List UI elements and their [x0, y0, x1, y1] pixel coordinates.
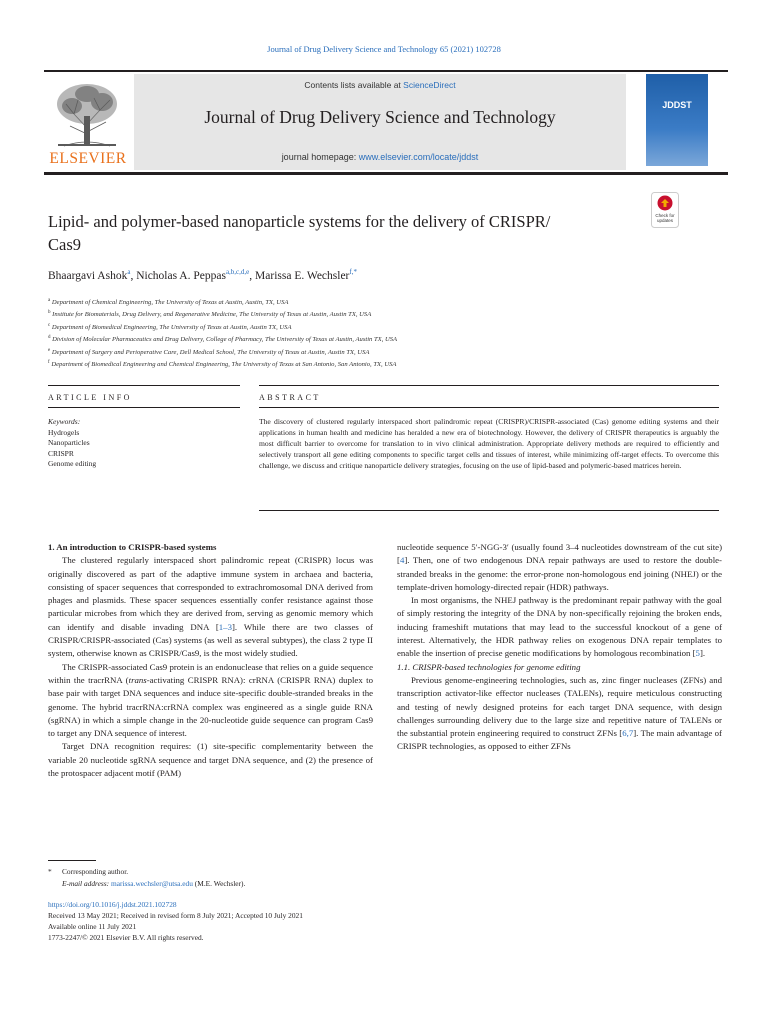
- affiliation-text: Department of Surgery and Perioperative Care, Dell Medical School, The University of Texas at Austin, Austin TX, USA: [51, 348, 370, 356]
- section-heading: 1. An introduction to CRISPR-based systems: [48, 542, 217, 552]
- paragraph-text: In most organisms, the NHEJ pathway is the predominant repair pathway with the goal of simply restoring the integrity of the DNA by non-specifically rejoining the broken ends, inducing frameshift mutations that may lead to the successful knockout of a gene of interest. Alternatively, the HDR pathway relies on exogenous DNA repair templates to enable the insertion of precise genetic modifications by homologous recombination [: [397, 595, 722, 659]
- keyword-item: Hydrogels: [48, 427, 80, 437]
- affiliation-text: Department of Biomedical Engineering, The University of Texas at Austin, Austin TX, USA: [51, 323, 292, 331]
- available-online: Available online 11 July 2021: [48, 922, 137, 931]
- article-info-heading-rule: [48, 407, 240, 408]
- body-paragraph: [48, 661, 373, 741]
- affiliation-list: [48, 296, 728, 370]
- article-title-line-2: Cas9: [48, 235, 81, 254]
- author-affiliation-mark[interactable]: f,*: [349, 268, 357, 276]
- contents-available-line: [134, 80, 626, 90]
- author-list: Bhaargavi Ashok$^a$, Nicholas A. Peppas$^{a,b,c,d,e}$, Marissa E. Wechsler$^{f,*}$: [48, 268, 357, 282]
- affiliation-mark: c: [48, 322, 51, 328]
- citation-link[interactable]: 1–3: [218, 621, 232, 632]
- footnote-star: *: [48, 867, 52, 876]
- affiliation-item: [48, 308, 728, 320]
- body-paragraph: [397, 594, 722, 660]
- affiliation-item: [48, 333, 728, 345]
- keyword-item: Genome editing: [48, 459, 97, 468]
- journal-title: Journal of Drug Delivery Science and Technology: [204, 107, 556, 127]
- citation-link[interactable]: 6,7: [622, 728, 634, 739]
- paragraph-text: ]. The main advantage of CRISPR technologies, as opposed to either ZFNs: [397, 728, 722, 752]
- author-affiliation-mark[interactable]: a: [127, 268, 131, 276]
- copyright-line: 1773-2247/© 2021 Elsevier B.V. All rights reserved.: [48, 933, 204, 942]
- paragraph-text: -activating CRISPR RNA): crRNA (CRISPR RNA) duplex to base pair with target DNA sequences and induce site-specific double-stranded breaks in the genome. The hybrid tracrRNA:crRNA complex was engineered as a single guide RNA (sgRNA) in which a simple change in the 20-nucleotide guide sequence can program Cas9 to target any DNA sequence of interest.: [48, 674, 373, 739]
- keyword-item: Nanoparticles: [48, 438, 90, 447]
- affiliation-item: [48, 296, 728, 308]
- affiliation-item: [48, 321, 728, 333]
- journal-homepage-line: [134, 152, 626, 162]
- affiliation-mark: a: [48, 298, 51, 303]
- body-paragraph: [48, 554, 373, 660]
- abstract-heading: ABSTRACT: [259, 393, 321, 402]
- article-title: [48, 210, 638, 256]
- abstract-text: The discovery of clustered regularly interspaced short palindromic repeat (CRISPR)/CRISPR-associated (Cas) genome editing systems and their applications in human health and medicine has heralded a new era of biotechnology. However, the delivery of CRISPR therapeutics is arguably the most difficult barrier to overcome for translation to in vivo clinical administration. Appropriate delivery methods are required to efficiently and selectively transport all gene editing components to specific target cells and tissues of interest, while minimizing off-target effects. To overcome this challenge, we discuss and critique nanoparticle delivery strategies, focusing on the use of lipid-based and polymeric-based matrices herein.: [259, 417, 719, 470]
- journal-cover-thumbnail[interactable]: [646, 74, 708, 166]
- article-info-top-rule: [48, 385, 240, 386]
- affiliation-item: [48, 358, 728, 370]
- abstract-bottom-rule: [259, 510, 719, 511]
- sciencedirect-link[interactable]: ScienceDirect: [403, 80, 456, 90]
- italic-term: trans: [128, 674, 147, 685]
- abstract-heading-rule: [259, 407, 719, 408]
- footnote-rule: [48, 860, 96, 861]
- header-bottom-rule: [44, 172, 728, 175]
- paragraph-text: ]. Then, one of two endogenous DNA repair pathways are used to restore the double-stranded breaks in the genome: the error-prone non-homologous end joining (NHEJ) or the template-driven homology-directed repair (HDR) pathways.: [397, 555, 722, 592]
- received-dates: Received 13 May 2021; Received in revised form 8 July 2021; Accepted 10 July 2021: [48, 911, 303, 920]
- author-name[interactable]: Marissa E. Wechsler: [255, 269, 350, 282]
- subsection-heading: 1.1. CRISPR-based technologies for genome editing: [397, 661, 581, 672]
- citation-link[interactable]: 4: [399, 555, 405, 566]
- corresponding-author-note: [48, 866, 448, 878]
- homepage-prefix: journal homepage:: [281, 152, 359, 162]
- paragraph-text: ]. While there are two classes of CRISPR/CRISPR-associated (Cas) systems (as well as several subtypes), the class 2 type II system, otherwise known as CRISPR/Cas9, is the most widely studied.: [48, 621, 373, 659]
- email-label: E-mail address:: [62, 879, 110, 888]
- journal-reference[interactable]: Journal of Drug Delivery Science and Technology 65 (2021) 102728: [267, 44, 501, 54]
- header-top-rule: [44, 70, 728, 72]
- paragraph-text: nucleotide sequence 5′-NGG-3′ (usually found 3–4 nucleotides downstream of the cut site) [: [397, 542, 722, 566]
- affiliation-mark: e: [48, 347, 51, 353]
- affiliation-text: Division of Molecular Pharmaceutics and Drug Delivery, College of Pharmacy, The University of Texas at Austin, Austin TX, USA: [52, 336, 398, 344]
- author-affiliation-mark[interactable]: a,b,c,d,e: [225, 268, 250, 276]
- body-right-column: [397, 541, 722, 754]
- affiliation-item: [48, 346, 728, 358]
- body-paragraph: Target DNA recognition requires: (1) site-specific complementarity between the variable 20 nucleotide sgRNA sequence and target DNA sequence, and (2) the presence of the protospacer adjacent motif (PAM): [48, 741, 373, 779]
- paragraph-text: The clustered regularly interspaced short palindromic repeat (CRISPR) locus was originally discovered as part of the adaptive immune system in archaea and bacteria, consisting of spacer sequences that corresponded to extrachromosomal DNA derived from phages and plasmids. These spacer sequences essentially confer resistance against those particular microbes from which they are derived from, serving as genomic memory which can identify and disable invading DNA [: [48, 555, 373, 632]
- contents-prefix: Contents lists available at: [304, 80, 404, 90]
- paragraph-text: ].: [699, 648, 706, 659]
- keywords-label: Keywords:: [48, 417, 81, 426]
- affiliation-mark: b: [48, 310, 51, 316]
- footnotes: [48, 866, 448, 890]
- affiliation-text: Institute for Biomaterials, Drug Delivery, and Regenerative Medicine, The University of Texas at Austin, Austin TX, USA: [52, 311, 372, 319]
- body-paragraph: [397, 541, 722, 594]
- keywords-block: [48, 417, 238, 470]
- publication-info: [48, 899, 468, 943]
- paragraph-text: Previous genome-engineering technologies, such as, zinc finger nucleases (ZFNs) and transcription activator-like effector nucleases (TALENs), require meticulous constructing and testing of newly designed proteins for each target DNA sequence, with design challenges surrounding delivery due to the large size and repetitive nature of TALENs or the substantial protein engineering required to construct ZFNs [: [397, 674, 722, 739]
- abstract-top-rule: [259, 385, 719, 386]
- keyword-item: CRISPR: [48, 448, 74, 458]
- journal-cover-title: JDDST: [662, 100, 692, 110]
- article-title-line-1: Lipid- and polymer-based nanoparticle systems for the delivery of CRISPR/: [48, 212, 551, 231]
- author-name[interactable]: Nicholas A. Peppas: [136, 269, 226, 282]
- affiliation-mark: d: [48, 335, 51, 341]
- email-link[interactable]: marissa.wechsler@utsa.edu: [111, 879, 193, 888]
- journal-homepage-link[interactable]: www.elsevier.com/locate/jddst: [358, 152, 479, 162]
- author-name[interactable]: Bhaargavi Ashok: [48, 269, 128, 282]
- doi-link[interactable]: https://doi.org/10.1016/j.jddst.2021.102728: [48, 900, 177, 909]
- body-paragraph: [397, 674, 722, 754]
- email-suffix: (M.E. Wechsler).: [192, 879, 246, 888]
- affiliation-text: Department of Chemical Engineering, The University of Texas at Austin, Austin, TX, USA: [51, 299, 289, 307]
- article-info-heading: ARTICLE INFO: [48, 393, 132, 402]
- check-for-updates-label: Check for updates: [655, 213, 675, 223]
- email-note: [48, 878, 448, 890]
- affiliation-text: Department of Biomedical Engineering and Chemical Engineering, The University of Texas at San Antonio, San Antonio, TX, USA: [51, 361, 397, 369]
- footnote-text: Corresponding author.: [62, 867, 129, 876]
- elsevier-wordmark[interactable]: ELSEVIER: [49, 150, 127, 167]
- affiliation-mark: f: [48, 359, 50, 365]
- paragraph-text: The CRISPR-associated Cas9 protein is an endonuclease that relies on a guide sequence within the tracrRNA (: [48, 661, 373, 685]
- citation-link[interactable]: 5: [695, 648, 700, 659]
- body-left-column: [48, 541, 373, 780]
